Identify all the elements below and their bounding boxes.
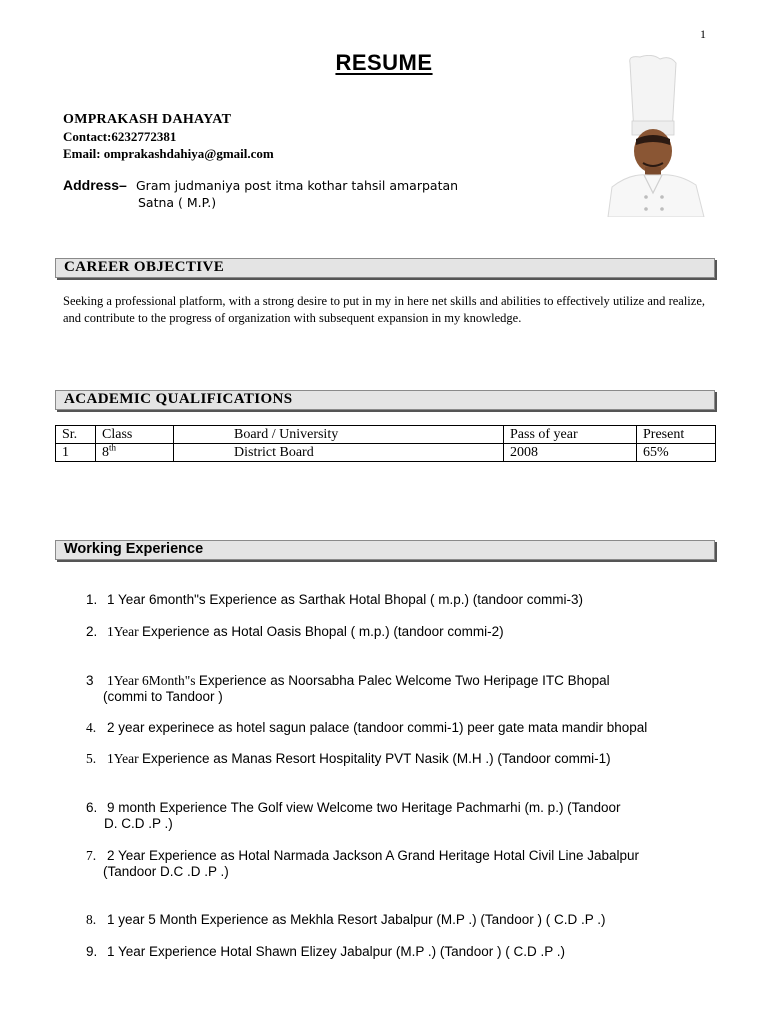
resume-title: RESUME: [335, 50, 433, 75]
cell-class: 8th: [96, 444, 174, 462]
candidate-name: OMPRAKASH DAHAYAT: [63, 112, 232, 127]
page-number: 1: [700, 27, 706, 41]
email-address: Email: omprakashdahiya@gmail.com: [63, 146, 274, 161]
cell-board: District Board: [174, 444, 504, 462]
cell-year: 2008: [504, 444, 637, 462]
academic-heading: ACADEMIC QUALIFICATIONS: [55, 390, 715, 410]
address-line-1: Gram judmaniya post itma kothar tahsil amarpatan: [136, 178, 459, 193]
address-label: Address–: [63, 177, 127, 193]
table-row: [56, 444, 716, 462]
working-experience-heading: Working Experience: [55, 540, 715, 560]
header-present: Present: [637, 426, 716, 444]
career-objective-heading: CAREER OBJECTIVE: [55, 258, 715, 278]
address-line-2: Satna ( M.P.): [138, 195, 217, 210]
career-objective-text: Seeking a professional platform, with a strong desire to put in my in here net skills and abilities to effectively utilize and realize, and contribute to the progress of organization with subsequent expansion in my knowledge.: [63, 294, 705, 325]
header-class: Class: [96, 426, 174, 444]
chef-photo: [600, 55, 720, 217]
header-board: Board / University: [174, 426, 504, 444]
header-sr: Sr.: [56, 426, 96, 444]
cell-present: 65%: [637, 444, 716, 462]
header-year: Pass of year: [504, 426, 637, 444]
academic-table: [55, 425, 716, 462]
table-header-row: [56, 426, 716, 444]
contact-number: Contact:6232772381: [63, 129, 177, 144]
cell-sr: 1: [56, 444, 96, 462]
